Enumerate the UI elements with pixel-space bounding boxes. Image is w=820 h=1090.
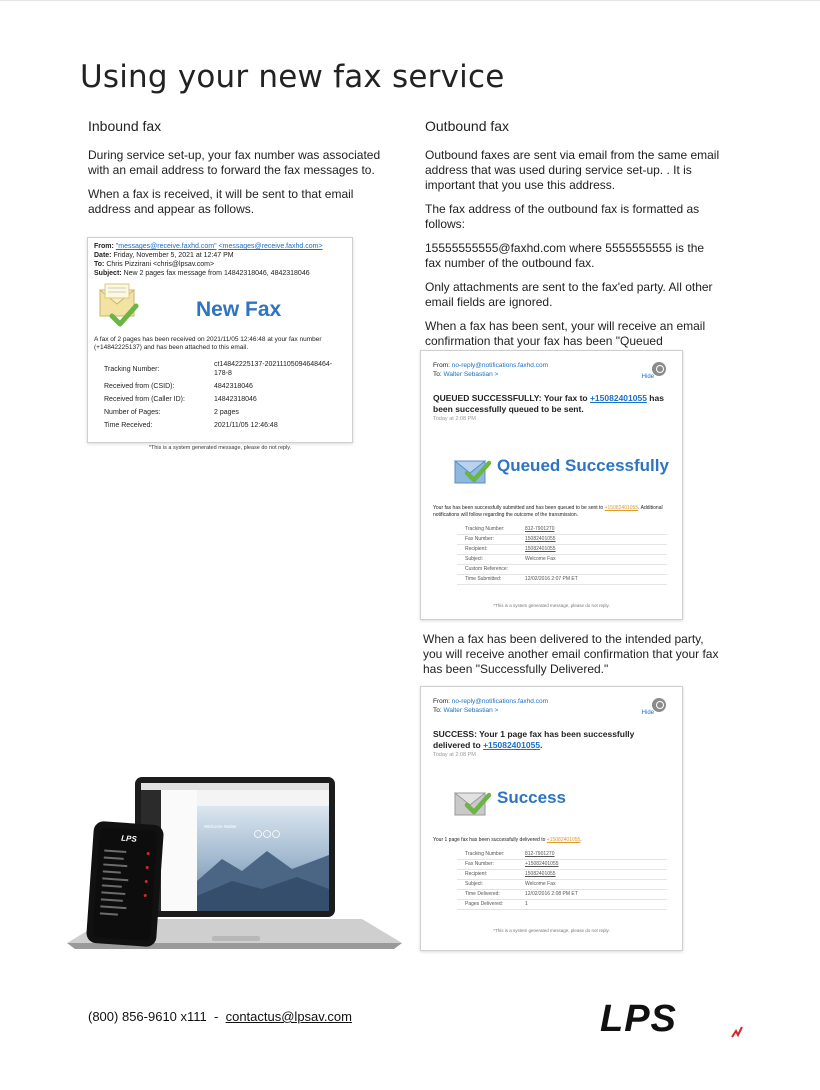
row-value: 14842318046 [214, 396, 257, 403]
row-value: Welcome Fax [525, 880, 667, 890]
table-row [457, 565, 667, 575]
outbound-delivered-section [423, 632, 721, 686]
row-label: Subject: [457, 555, 525, 565]
table-row [457, 880, 667, 890]
success-description [433, 837, 670, 844]
desc-fax-link[interactable]: +15082401055 [604, 505, 639, 511]
outbound-heading: Outbound fax [425, 118, 510, 134]
row-label: Pages Delivered: [457, 900, 525, 910]
outbound-paragraph-4: Only attachments are sent to the fax'ed party. All other email fields are ignored. [425, 280, 713, 309]
outbound-paragraph-5: When a fax has been sent, your will receive an email confirmation that your fax has been "Queued [425, 319, 706, 348]
row-value [525, 565, 667, 575]
queued-title: Queued Successfully [497, 456, 669, 475]
from-label: From: [433, 698, 450, 705]
fax-number-link[interactable]: +15082401055 [483, 740, 541, 750]
row-label: Tracking Number: [104, 365, 160, 373]
table-row [457, 545, 667, 555]
table-row [104, 406, 346, 419]
contact-email-link[interactable]: contactus@lpsav.com [225, 1009, 352, 1024]
row-value[interactable]: 812-7901270 [525, 850, 667, 860]
email-subject [433, 729, 670, 751]
inbound-heading: Inbound fax [88, 118, 162, 134]
from-value[interactable]: no-reply@notifications.faxhd.com [451, 362, 548, 369]
table-row [457, 525, 667, 535]
outbound-section [425, 119, 720, 373]
queued-banner [433, 451, 670, 499]
row-label: Received from (Caller ID): [104, 396, 185, 403]
email-time: Today at 2:08 PM [433, 752, 476, 758]
email-header [433, 361, 670, 379]
inbound-paragraph-2: When a fax is received, it will be sent to that email address and appear as follows. [88, 187, 354, 216]
subject-text-end: has been successfully queued to be sent. [433, 393, 664, 414]
success-email-screenshot [420, 686, 683, 951]
to-value[interactable]: Walter Sebastian > [443, 371, 499, 378]
to-label: To: [433, 371, 442, 378]
row-value: 2 pages [214, 409, 239, 416]
to-value[interactable]: Walter Sebastian > [443, 707, 499, 714]
row-label: Tracking Number: [457, 850, 525, 860]
queued-email-screenshot [420, 350, 683, 620]
row-value[interactable]: 15082401055 [525, 535, 667, 545]
date-value: Friday, November 5, 2021 at 12:47 PM [113, 252, 234, 259]
subject-text: QUEUED SUCCESSFULLY: Your fax to [433, 393, 590, 403]
envelope-check-icon [98, 284, 140, 330]
footer-separator: - [214, 1009, 219, 1024]
row-label: Custom Reference: [457, 565, 525, 575]
hide-link[interactable]: Hide [641, 710, 654, 716]
row-label: Subject: [457, 880, 525, 890]
from-name-link[interactable]: "messages@receive.faxhd.com" [115, 243, 217, 250]
table-row [457, 575, 667, 585]
system-message-note: *This is a system generated message, please do not reply. [493, 603, 610, 608]
row-label: Time Received: [104, 422, 153, 429]
inbound-section [88, 119, 388, 226]
success-details-table [457, 850, 667, 910]
row-value: 12/02/2016 2:07 PM ET [525, 575, 667, 585]
outbound-paragraph-3: 15555555555@faxhd.com where 5555555555 is the fax number of the outbound fax. [425, 241, 705, 270]
queued-details-table [457, 525, 667, 585]
success-banner [433, 783, 670, 831]
new-fax-title: New Fax [196, 298, 282, 321]
row-value[interactable]: 15082401055 [525, 545, 667, 555]
system-message-note: *This is a system generated message, please do not reply. [493, 928, 610, 933]
table-row [457, 850, 667, 860]
outbound-paragraph-2: The fax address of the outbound fax is formatted as follows: [425, 202, 700, 231]
outbound-paragraph-6: When a fax has been delivered to the intended party, you will receive another email confirmation that your fax has been "Successfully Delivered." [423, 632, 719, 676]
row-label: Fax Number: [457, 860, 525, 870]
table-row [457, 860, 667, 870]
email-subject [433, 393, 670, 415]
table-row [104, 380, 346, 393]
avatar-icon [652, 698, 666, 712]
fax-description: A fax of 2 pages has been received on 2021/11/05 12:46:48 at your fax number (+14842225137) and has been attached to this email. [94, 336, 322, 351]
avatar-icon [652, 362, 666, 376]
subject-label: Subject: [94, 270, 122, 277]
row-label: Time Submitted: [457, 575, 525, 585]
desc-fax-link[interactable]: +15082401055 [546, 837, 581, 843]
desc-text-end: . [580, 837, 582, 843]
new-fax-banner [94, 284, 346, 334]
devices-illustration [62, 771, 407, 961]
page-title: Using your new fax service [80, 59, 505, 95]
success-title: Success [497, 788, 566, 807]
row-label: Time Delivered: [457, 890, 525, 900]
contact-footer [88, 1009, 352, 1024]
table-row [457, 890, 667, 900]
fax-details-table [104, 358, 346, 432]
date-label: Date: [94, 252, 112, 259]
row-value: 12/02/2016 2:08 PM ET [525, 890, 667, 900]
queued-description [433, 505, 670, 519]
row-label: Recipient: [457, 545, 525, 555]
fax-number-link[interactable]: +15082401055 [589, 393, 647, 403]
laptop-greeting: Welcome Walter [204, 824, 237, 829]
row-label: Number of Pages: [104, 409, 161, 416]
row-label: Tracking Number: [457, 525, 525, 535]
table-row [457, 555, 667, 565]
row-label: Fax Number: [457, 535, 525, 545]
email-header [94, 242, 346, 278]
table-row [457, 900, 667, 910]
row-value: Welcome Fax [525, 555, 667, 565]
row-value: 4842318046 [214, 383, 253, 390]
row-label: Recipient: [457, 870, 525, 880]
to-label: To: [433, 707, 442, 714]
table-row [104, 358, 346, 380]
row-label: Received from (CSID): [104, 383, 175, 390]
email-time: Today at 2:08 PM [433, 416, 476, 422]
from-value[interactable]: no-reply@notifications.faxhd.com [451, 698, 548, 705]
email-header [433, 697, 670, 715]
table-row [104, 393, 346, 406]
subject-text: SUCCESS: Your 1 page fax has been successfully delivered to [433, 729, 635, 750]
row-value: 1 [525, 900, 667, 910]
hide-link[interactable]: Hide [641, 374, 654, 380]
table-row [457, 535, 667, 545]
desc-text: Your fax has been successfully submitted and has been queued to be sent to [433, 505, 605, 511]
table-row [457, 870, 667, 880]
logo-text: LPS [600, 998, 677, 1040]
system-message-note: *This is a system generated message, please do not reply. [148, 445, 292, 451]
inbound-email-screenshot [87, 237, 353, 451]
row-value[interactable]: 812-7901270 [525, 525, 667, 535]
phone-logo: LPS [120, 833, 138, 844]
envelope-check-icon [453, 453, 493, 489]
to-label: To: [94, 261, 105, 268]
subject-value: New 2 pages fax message from 14842318046, 4842318046 [123, 270, 310, 277]
subject-text-end: . [540, 740, 543, 750]
from-label: From: [433, 362, 450, 369]
from-address-link[interactable]: <messages@receive.faxhd.com> [218, 243, 323, 250]
to-value: Chris Pizzirani <chris@lpsav.com> [106, 261, 215, 268]
from-label: From: [94, 243, 114, 250]
desc-text-end: . Additional notifications will follow regarding the outcome of the transmission. [433, 505, 663, 518]
envelope-check-icon [453, 785, 493, 821]
row-value: ct14842225137-20211105094648464-178-8 [214, 361, 333, 377]
row-value[interactable]: 15082401055 [525, 870, 667, 880]
row-value[interactable]: +15082401055 [525, 860, 667, 870]
table-row [104, 419, 346, 432]
inbound-paragraph-1: During service set-up, your fax number was associated with an email address to forward the fax messages to. [88, 148, 381, 177]
row-value: 2021/11/05 12:46:48 [214, 422, 278, 429]
desc-text: Your 1 page fax has been successfully delivered to [433, 837, 547, 843]
lps-logo [598, 997, 748, 1043]
phone-number: (800) 856-9610 x111 [88, 1009, 207, 1024]
outbound-paragraph-1: Outbound faxes are sent via email from the same email address that was used during service set-up. . It is important that you use this address. [425, 148, 720, 192]
